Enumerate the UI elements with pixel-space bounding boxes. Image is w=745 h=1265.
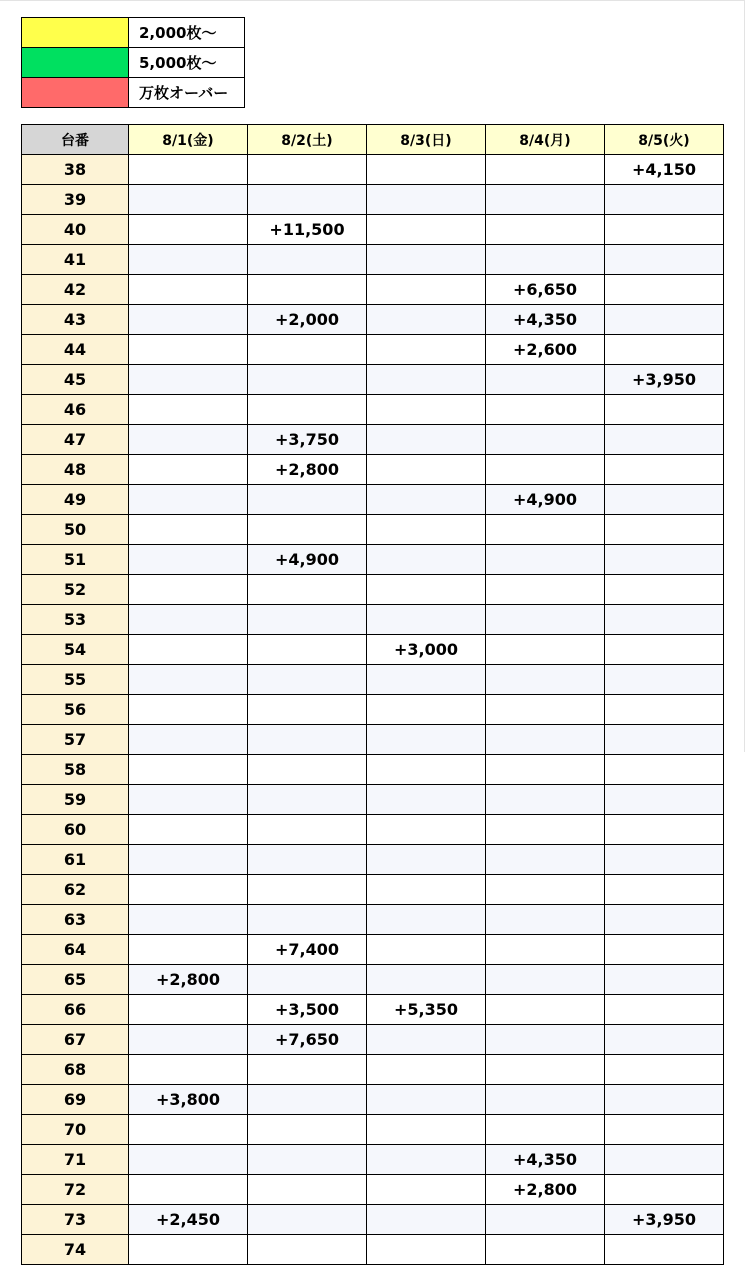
table-row [22,1055,724,1085]
payout-cell [605,335,724,365]
payout-cell [486,1055,605,1085]
payout-cell [367,365,486,395]
table-row [22,635,724,665]
payout-cell [248,1175,367,1205]
table-row [22,725,724,755]
payout-cell [605,1115,724,1145]
payout-cell [248,845,367,875]
payout-cell [486,725,605,755]
page-border-top [0,0,745,1]
machine-number: 69 [22,1085,129,1115]
payout-cell: +11,500 [248,215,367,245]
payout-cell [129,365,248,395]
payout-cell [486,755,605,785]
payout-cell [129,695,248,725]
payout-cell [486,695,605,725]
payout-cell [248,785,367,815]
payout-cell [367,575,486,605]
payout-cell [486,845,605,875]
payout-cell [129,575,248,605]
payout-cell [605,305,724,335]
payout-cell [367,395,486,425]
payout-cell [367,785,486,815]
machine-number: 70 [22,1115,129,1145]
payout-cell [129,1025,248,1055]
payout-cell [367,425,486,455]
payout-cell: +4,900 [486,485,605,515]
payout-cell [486,965,605,995]
payout-cell [486,1025,605,1055]
machine-number: 67 [22,1025,129,1055]
table-row [22,575,724,605]
payout-cell [248,395,367,425]
table-row [22,515,724,545]
payout-cell [605,965,724,995]
payout-cell [248,185,367,215]
payout-cell [605,995,724,1025]
date-header: 8/1(金) [129,125,248,155]
payout-cell [605,665,724,695]
payout-cell [248,605,367,635]
payout-cell [486,1235,605,1265]
payout-cell [486,365,605,395]
payout-table [21,124,724,1265]
machine-number: 53 [22,605,129,635]
payout-cell [367,605,486,635]
table-row [22,755,724,785]
table-row [22,305,724,335]
payout-cell [605,755,724,785]
table-row [22,785,724,815]
payout-cell [605,1235,724,1265]
table-row [22,185,724,215]
payout-cell: +2,800 [248,455,367,485]
payout-cell: +2,600 [486,335,605,365]
machine-number: 58 [22,755,129,785]
payout-cell [605,215,724,245]
payout-cell [367,1025,486,1055]
payout-cell: +4,350 [486,305,605,335]
payout-cell [248,245,367,275]
table-row [22,815,724,845]
payout-cell [129,1175,248,1205]
payout-cell: +3,950 [605,365,724,395]
machine-number: 74 [22,1235,129,1265]
table-row [22,1175,724,1205]
payout-cell [486,785,605,815]
machine-number: 57 [22,725,129,755]
payout-cell [248,485,367,515]
payout-cell [129,275,248,305]
payout-cell [248,155,367,185]
machine-number-header: 台番 [22,125,129,155]
payout-cell: +4,350 [486,1145,605,1175]
payout-cell [367,695,486,725]
payout-cell [367,515,486,545]
payout-cell [486,575,605,605]
payout-cell [248,695,367,725]
payout-cell [605,815,724,845]
payout-cell [486,395,605,425]
payout-cell [367,155,486,185]
payout-cell [486,1085,605,1115]
payout-cell: +3,500 [248,995,367,1025]
payout-cell [248,1235,367,1265]
table-row [22,395,724,425]
payout-cell: +4,150 [605,155,724,185]
payout-cell [486,665,605,695]
payout-cell [367,485,486,515]
machine-number: 64 [22,935,129,965]
machine-number: 38 [22,155,129,185]
payout-cell [367,665,486,695]
payout-cell [129,935,248,965]
machine-number: 40 [22,215,129,245]
payout-cell [129,755,248,785]
machine-number: 48 [22,455,129,485]
payout-cell [248,1085,367,1115]
payout-cell [605,725,724,755]
payout-cell [129,485,248,515]
payout-cell [605,515,724,545]
payout-cell [486,545,605,575]
machine-number: 51 [22,545,129,575]
table-row [22,545,724,575]
payout-cell [248,1205,367,1235]
legend-table [21,17,245,108]
payout-cell [486,635,605,665]
payout-cell [248,665,367,695]
payout-cell [605,575,724,605]
payout-cell [129,1145,248,1175]
payout-cell [367,815,486,845]
payout-cell: +3,950 [605,1205,724,1235]
legend-row [22,48,245,78]
payout-cell [486,995,605,1025]
payout-cell [129,905,248,935]
payout-cell [367,545,486,575]
payout-cell [248,965,367,995]
legend-label: 5,000枚〜 [129,48,245,78]
payout-cell [605,185,724,215]
payout-cell [486,455,605,485]
payout-cell: +2,800 [486,1175,605,1205]
legend-row [22,18,245,48]
table-row [22,155,724,185]
payout-cell [605,605,724,635]
payout-cell [367,1235,486,1265]
payout-cell [605,1145,724,1175]
payout-cell [367,1055,486,1085]
machine-number: 46 [22,395,129,425]
payout-cell [605,695,724,725]
table-row [22,695,724,725]
payout-cell [605,395,724,425]
payout-cell [605,845,724,875]
payout-cell [605,785,724,815]
payout-cell: +3,750 [248,425,367,455]
payout-cell [605,1025,724,1055]
payout-cell: +4,900 [248,545,367,575]
payout-cell [367,1115,486,1145]
payout-cell [605,875,724,905]
payout-cell [248,515,367,545]
payout-cell [486,1205,605,1235]
payout-cell [605,1085,724,1115]
machine-number: 66 [22,995,129,1025]
payout-cell [129,1055,248,1085]
payout-cell: +2,450 [129,1205,248,1235]
payout-cell [367,725,486,755]
date-header: 8/5(火) [605,125,724,155]
payout-cell [129,515,248,545]
table-row [22,275,724,305]
payout-cell [129,785,248,815]
table-row [22,1025,724,1055]
table-row [22,1145,724,1175]
table-row [22,1205,724,1235]
header-row [22,125,724,155]
payout-cell [248,575,367,605]
machine-number: 50 [22,515,129,545]
payout-cell [486,515,605,545]
payout-cell [367,755,486,785]
payout-cell: +7,400 [248,935,367,965]
payout-cell [367,845,486,875]
payout-cell: +2,000 [248,305,367,335]
payout-cell [605,545,724,575]
table-row [22,1085,724,1115]
table-row [22,845,724,875]
machine-number: 55 [22,665,129,695]
payout-cell [605,935,724,965]
date-header: 8/3(日) [367,125,486,155]
payout-cell [367,1085,486,1115]
payout-cell [486,215,605,245]
table-row [22,365,724,395]
payout-cell [248,815,367,845]
payout-cell [486,1115,605,1145]
payout-cell [486,185,605,215]
table-row [22,1115,724,1145]
payout-cell [486,875,605,905]
table-row [22,245,724,275]
payout-cell [605,245,724,275]
payout-cell [248,635,367,665]
payout-cell [605,635,724,665]
machine-number: 44 [22,335,129,365]
payout-cell [129,185,248,215]
payout-cell [486,245,605,275]
legend-row [22,78,245,108]
payout-cell [129,215,248,245]
payout-cell [248,725,367,755]
legend-swatch [22,18,129,48]
payout-cell [486,605,605,635]
payout-cell [129,455,248,485]
payout-cell [605,455,724,485]
payout-cell [605,1055,724,1085]
machine-number: 73 [22,1205,129,1235]
legend-swatch [22,78,129,108]
machine-number: 61 [22,845,129,875]
payout-cell: +7,650 [248,1025,367,1055]
table-row [22,935,724,965]
payout-cell [605,275,724,305]
payout-cell [248,1115,367,1145]
payout-cell [248,905,367,935]
date-header: 8/2(土) [248,125,367,155]
machine-number: 68 [22,1055,129,1085]
payout-cell [248,365,367,395]
payout-cell [367,1175,486,1205]
payout-cell [486,815,605,845]
table-row [22,485,724,515]
payout-cell [486,425,605,455]
table-row [22,455,724,485]
machine-number: 52 [22,575,129,605]
payout-cell [248,755,367,785]
payout-cell [367,455,486,485]
machine-number: 41 [22,245,129,275]
legend-label: 万枚オーバー [129,78,245,108]
machine-number: 63 [22,905,129,935]
payout-cell [605,425,724,455]
payout-cell [248,335,367,365]
payout-cell [129,995,248,1025]
payout-cell [129,815,248,845]
table-row [22,215,724,245]
payout-cell [367,1145,486,1175]
payout-cell [129,335,248,365]
payout-cell [129,635,248,665]
payout-cell [367,875,486,905]
payout-cell [129,545,248,575]
payout-cell [248,875,367,905]
table-row [22,665,724,695]
table-row [22,905,724,935]
payout-cell [129,725,248,755]
payout-cell [605,485,724,515]
table-row [22,995,724,1025]
machine-number: 59 [22,785,129,815]
legend-swatch [22,48,129,78]
payout-cell: +3,800 [129,1085,248,1115]
payout-cell [129,245,248,275]
payout-cell: +3,000 [367,635,486,665]
payout-cell [129,845,248,875]
payout-cell [605,905,724,935]
payout-cell: +5,350 [367,995,486,1025]
payout-cell [367,305,486,335]
payout-cell [486,155,605,185]
payout-cell [367,905,486,935]
table-row [22,965,724,995]
payout-cell [367,275,486,305]
payout-cell [129,605,248,635]
table-row [22,605,724,635]
machine-number: 43 [22,305,129,335]
machine-number: 45 [22,365,129,395]
payout-cell [367,245,486,275]
table-row [22,875,724,905]
payout-cell [129,395,248,425]
machine-number: 72 [22,1175,129,1205]
machine-number: 65 [22,965,129,995]
machine-number: 62 [22,875,129,905]
machine-number: 54 [22,635,129,665]
payout-cell [367,335,486,365]
payout-cell [367,965,486,995]
legend-label: 2,000枚〜 [129,18,245,48]
machine-number: 47 [22,425,129,455]
payout-cell: +2,800 [129,965,248,995]
date-header: 8/4(月) [486,125,605,155]
payout-cell [129,155,248,185]
payout-cell [248,275,367,305]
machine-number: 71 [22,1145,129,1175]
payout-cell [248,1145,367,1175]
payout-cell [129,1115,248,1145]
payout-cell [129,1235,248,1265]
machine-number: 39 [22,185,129,215]
machine-number: 60 [22,815,129,845]
payout-cell [367,185,486,215]
payout-cell [129,875,248,905]
table-row [22,1235,724,1265]
table-row [22,425,724,455]
machine-number: 49 [22,485,129,515]
payout-cell [367,1205,486,1235]
payout-cell [367,935,486,965]
payout-cell [129,305,248,335]
payout-cell [367,215,486,245]
payout-cell [129,425,248,455]
payout-cell: +6,650 [486,275,605,305]
machine-number: 42 [22,275,129,305]
payout-cell [486,935,605,965]
machine-number: 56 [22,695,129,725]
payout-cell [486,905,605,935]
payout-cell [605,1175,724,1205]
table-row [22,335,724,365]
payout-cell [129,665,248,695]
payout-cell [248,1055,367,1085]
